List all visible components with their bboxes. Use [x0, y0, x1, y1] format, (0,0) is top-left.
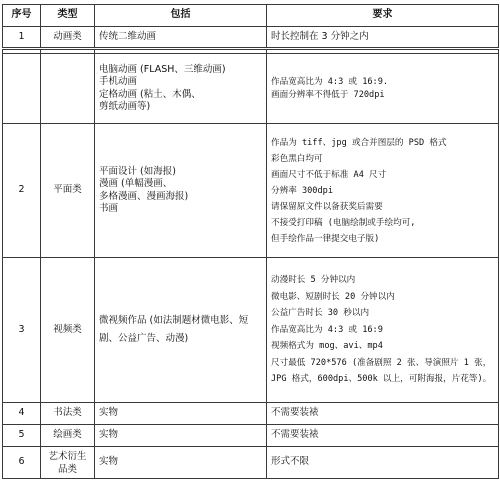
- requirement-line: 不需要装裱: [271, 407, 319, 419]
- requirement-line: 尺寸最低 720*576 (准备剧照 2 张、导演照片 1 张，JPG 格式，600dpi、500k 以上，可附海报，片花等)。: [271, 357, 492, 385]
- include-line: 传统二维动画: [99, 30, 157, 42]
- row-number: 6: [3, 447, 41, 479]
- requirement-line: 但手绘作品一律提交电子版): [271, 233, 380, 244]
- requirement-line: 彩色黑白均可: [271, 153, 323, 164]
- include-line: 实物: [99, 456, 119, 468]
- requirement-line: 不接受打印稿 (电脑绘制或手绘均可,: [271, 217, 416, 228]
- header-requirement: 要求: [267, 5, 499, 27]
- include-line: 实物: [99, 429, 119, 441]
- row-requirement: [267, 425, 499, 447]
- requirement-line: 动漫时长 5 分钟以内: [271, 275, 356, 286]
- table-row: [3, 27, 499, 49]
- row-requirement: [267, 54, 499, 124]
- include-line: 平面设计 (如海报): [99, 165, 176, 177]
- header-include: 包括: [95, 5, 267, 27]
- row-type: 书法类: [41, 403, 95, 425]
- header-row: [3, 5, 499, 27]
- requirement-line: 微电影、短剧时长 20 分钟以内: [271, 291, 395, 302]
- header-type: 类型: [41, 5, 95, 27]
- row-requirement: [267, 403, 499, 425]
- table-row: [3, 124, 499, 258]
- table-row: [3, 54, 499, 124]
- row-number: [3, 54, 41, 124]
- table-row: [3, 403, 499, 425]
- row-requirement: [267, 258, 499, 403]
- requirements-table: [2, 4, 499, 479]
- include-line: 漫画 (单幅漫画、: [99, 178, 173, 189]
- row-include: [95, 54, 267, 124]
- row-number: 2: [3, 124, 41, 258]
- row-type: 绘画类: [41, 425, 95, 447]
- table-row: [3, 447, 499, 479]
- include-line: 剪纸动画等): [99, 101, 151, 112]
- requirement-line: 不需要装裱: [271, 429, 319, 441]
- requirement-line: 画面尺寸不低于标准 A4 尺寸: [271, 169, 387, 180]
- requirement-line: 视频格式为 mog、avi、mp4: [271, 341, 383, 352]
- include-line: 实物: [99, 407, 119, 419]
- include-line: 电脑动画 (FLASH、三维动画): [99, 63, 226, 75]
- row-include: [95, 258, 267, 403]
- row-include: [95, 27, 267, 49]
- requirement-line: 公益广告时长 30 秒以内: [271, 308, 370, 319]
- row-number: 5: [3, 425, 41, 447]
- row-type: 动画类: [41, 27, 95, 49]
- requirement-line: 请保留原文件以备获奖后需要: [271, 201, 383, 212]
- row-requirement: [267, 124, 499, 258]
- requirement-line: 分辨率 300dpi: [271, 185, 333, 196]
- table-row: [3, 425, 499, 447]
- requirement-line: 形式不限: [271, 456, 310, 468]
- include-line: 微视频作品 (如法制题材微电影、短剧、公益广告、动漫): [99, 315, 249, 344]
- include-line: 多格漫画、漫画海报): [99, 190, 189, 202]
- include-line: 手机动画: [99, 76, 138, 87]
- requirement-line: 时长控制在 3 分钟之内: [271, 30, 369, 42]
- row-number: 1: [3, 27, 41, 49]
- row-type: 艺术衍生品类: [41, 447, 95, 479]
- row-requirement: [267, 447, 499, 479]
- header-no: 序号: [3, 5, 41, 27]
- include-line: 定格动画 (粘土、木偶、: [99, 88, 201, 100]
- include-line: 书画: [99, 203, 119, 214]
- row-type: [41, 54, 95, 124]
- row-include: [95, 403, 267, 425]
- row-requirement: [267, 27, 499, 49]
- requirement-line: 作品宽高比为 4:3 或 16:9.: [271, 77, 389, 87]
- row-number: 3: [3, 258, 41, 403]
- row-type: 视频类: [41, 258, 95, 403]
- row-include: [95, 124, 267, 258]
- table-row: [3, 258, 499, 403]
- requirement-line: 画面分辨率不得低于 720dpi: [271, 89, 385, 100]
- row-number: 4: [3, 403, 41, 425]
- requirement-line: 作品宽高比为 4:3 或 16:9: [271, 324, 383, 335]
- row-include: [95, 447, 267, 479]
- requirement-line: 作品为 tiff、jpg 或合并图层的 PSD 格式: [271, 137, 447, 148]
- row-type: 平面类: [41, 124, 95, 258]
- row-include: [95, 425, 267, 447]
